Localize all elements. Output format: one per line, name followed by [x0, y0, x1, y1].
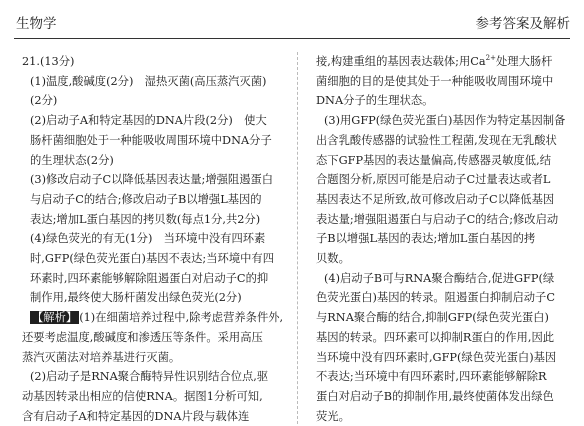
analysis-line: (2)启动子是RNA聚合酶特异性识别结合位点,驱: [30, 370, 269, 384]
text-line: 与RNA聚合酶的结合,抑制GFP(绿色荧光蛋白): [316, 311, 549, 325]
analysis-line: 动基因转录出相应的信使RNA。据图1分析可知,: [22, 389, 263, 403]
answer-line: 与启动子C的结合;修改启动子B以增强L基因的: [30, 192, 262, 206]
text-line: DNA分子的生理状态。: [316, 94, 434, 108]
column-divider: [297, 52, 298, 424]
left-column: [22, 52, 284, 426]
section-title: 参考答案及解析: [475, 16, 570, 32]
right-column: [316, 52, 578, 426]
question-number: 21.(13分): [22, 55, 75, 68]
text-line: 荧光。: [316, 409, 350, 423]
subject-label: 生物学: [16, 16, 57, 32]
analysis-tag: 【解析】: [32, 311, 78, 325]
analysis-line: 蒸汽灭菌法对培养基进行灭菌。: [22, 350, 181, 364]
answer-line: 制作用,最终使大肠杆菌发出绿色荧光(2分): [30, 291, 242, 305]
text-line: 表达量;增强阻遏蛋白与启动子C的结合;修改启动: [316, 212, 559, 226]
text-line: 色荧光蛋白)基因的转录。阻遏蛋白抑制启动子C: [316, 291, 555, 305]
answer-line: 环素时,四环素能够解除阻遏蛋白对启动子C的抑: [30, 271, 269, 285]
text-line: 基因表达不足所致,故可修改启动子C以降低基因: [316, 192, 555, 206]
answer-line: (1)温度,酸碱度(2分) 湿热灭菌(高压蒸汽灭菌): [30, 74, 267, 88]
page-header: [14, 0, 570, 39]
answer-line: 时,GFP(绿色荧光蛋白)基因不表达;当环境中有四: [30, 252, 275, 266]
answer-line: 表达;增加L蛋白基因的拷贝数(每点1分,共2分): [30, 212, 261, 226]
answer-line: (2)启动子A和特定基因的DNA片段(2分) 使大: [30, 114, 267, 128]
analysis-line: 还要考虑温度,酸碱度和渗透压等条件。采用高压: [22, 330, 263, 344]
answer-line: 肠杆菌细胞处于一种能吸收周围环境中DNA分子: [30, 133, 272, 147]
text-line: (3)用GFP(绿色荧光蛋白)基因作为特定基因制备: [324, 114, 566, 128]
analysis-line: [22, 308, 284, 328]
text-line: 基因的转录。四环素可以抑制R蛋白的作用,因此: [316, 330, 555, 344]
text-line: 不表达;当环境中有四环素时,四环素能够解除R: [316, 370, 547, 384]
text-line: 合题图分析,原因可能是启动子C过量表达或者L: [316, 173, 551, 187]
text-line: 态下GFP基因的表达量偏高,传感器灵敏度低,结: [316, 153, 551, 167]
answer-line: (4)绿色荧光的有无(1分) 当环境中没有四环素: [30, 232, 266, 246]
text-line: 贝数。: [316, 252, 350, 266]
text-line: 出含乳酸传感器的试验性工程菌,发现在无乳酸状: [316, 133, 557, 147]
text-line: [316, 52, 578, 72]
text-line: (4)启动子B可与RNA聚合酶结合,促进GFP(绿: [324, 271, 555, 285]
text-fragment: 接,构建重组的基因表达载体;用Ca: [316, 55, 486, 68]
answer-line: (3)修改启动子C以降低基因表达量;增强阻遏蛋白: [30, 173, 274, 187]
text-line: 蛋白对启动子B的抑制作用,最终使菌体发出绿色: [316, 389, 554, 403]
answer-line: (2分): [30, 94, 58, 108]
text-line: 当环境中没有四环素时,GFP(绿色荧光蛋白)基因: [316, 350, 557, 364]
analysis-text: (1)在细菌培养过程中,除考虑营养条件外,: [79, 311, 284, 325]
text-line: 菌细胞的目的是使其处于一种能吸收周围环境中: [316, 74, 554, 88]
superscript: 2+: [485, 54, 496, 63]
text-line: 子B以增强L基因的表达;增加L蛋白基因的拷: [316, 232, 536, 246]
answer-line: 的生理状态(2分): [30, 153, 114, 167]
text-fragment: 处理大肠杆: [495, 55, 553, 68]
analysis-line: 含有启动子A和特定基因的DNA片段与载体连: [22, 409, 250, 423]
